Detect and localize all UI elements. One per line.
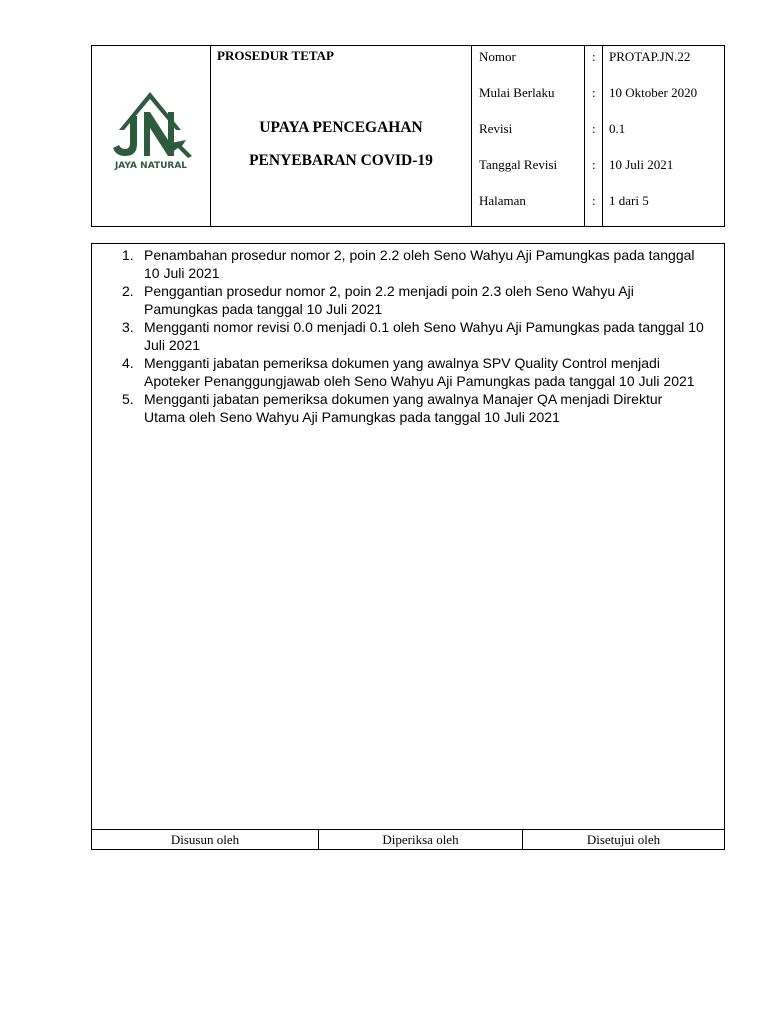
meta-value-halaman: 1 dari 5 [609,193,649,208]
divider [471,46,472,226]
list-text: Penambahan prosedur nomor 2, poin 2.2 oleh Seno Wahyu Aji Pamungkas pada tanggal 10 Juli 2021 [144,247,695,281]
company-logo [106,88,196,170]
meta-value-revisi: 0.1 [609,121,626,136]
list-number: 4. [122,355,134,371]
list-item [92,354,724,390]
meta-colon: : [592,193,596,208]
meta-label-nomor: Nomor [479,49,516,64]
divider [602,46,603,226]
list-item [92,282,724,318]
divider [584,46,585,226]
list-number: 5. [122,391,134,407]
meta-value-nomor: PROTAP.JN.22 [609,49,691,64]
list-text: Penggantian prosedur nomor 2, poin 2.2 menjadi poin 2.3 oleh Seno Wahyu Aji Pamungkas pada tanggal 10 Juli 2021 [144,283,634,317]
list-text: Mengganti jabatan pemeriksa dokumen yang awalnya Manajer QA menjadi Direktur Utama oleh Seno Wahyu Aji Pamungkas pada tanggal 10 Juli 2021 [144,391,663,425]
meta-label-tanggal-revisi: Tanggal Revisi [479,157,558,172]
procedure-label: PROSEDUR TETAP [217,48,334,63]
approved-by-label: Disetujui oleh [586,832,661,847]
checked-by-label: Diperiksa oleh [382,832,459,847]
meta-value-mulai-berlaku: 10 Oktober 2020 [609,85,698,100]
title-cell [211,46,471,226]
meta-label-halaman: Halaman [479,193,526,208]
list-text: Mengganti nomor revisi 0.0 menjadi 0.1 oleh Seno Wahyu Aji Pamungkas pada tanggal 10 Juli 2021 [144,319,704,353]
meta-label-revisi: Revisi [479,121,513,136]
meta-colon: : [592,121,596,136]
prepared-by-label: Disusun oleh [170,832,240,847]
meta-label-mulai-berlaku: Mulai Berlaku [479,85,555,100]
page-title-line1: UPAYA PENCEGAHAN [259,119,423,136]
meta-colon: : [592,157,596,172]
logo-cell [92,46,210,226]
revision-notes-box [91,243,725,850]
page-title-line2: PENYEBARAN COVID-19 [249,152,433,169]
meta-colon: : [592,49,596,64]
revision-list [92,246,724,426]
list-item [92,318,724,354]
list-item [92,246,724,282]
list-item [92,390,724,426]
signature-row [92,829,724,849]
meta-colon: : [592,85,596,100]
list-text: Mengganti jabatan pemeriksa dokumen yang awalnya SPV Quality Control menjadi Apoteker Penanggungjawab oleh Seno Wahyu Aji Pamungkas pada tanggal 10 Juli 2021 [144,355,695,389]
list-number: 1. [122,247,134,263]
list-number: 3. [122,319,134,335]
logo-caption: JAYA NATURAL [114,161,188,170]
meta-value-tanggal-revisi: 10 Juli 2021 [609,157,674,172]
list-number: 2. [122,283,134,299]
document-header [91,45,725,227]
